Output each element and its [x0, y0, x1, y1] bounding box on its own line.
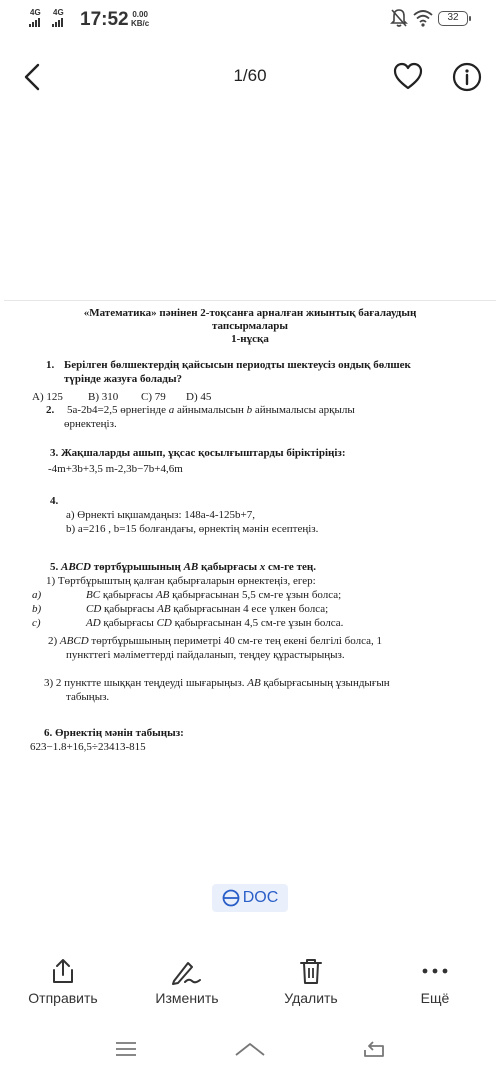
- q5-title-text-1: төртбұрышының: [93, 561, 181, 573]
- q5-item-a-side-2: AB: [155, 589, 170, 601]
- status-bar: [0, 0, 500, 38]
- network-type-1: 4G: [30, 8, 41, 17]
- more-button[interactable]: [385, 956, 485, 1006]
- doc-format-icon: [222, 889, 240, 907]
- q1-option-a: A) 125: [32, 391, 63, 403]
- q6-title: 6. Өрнектің мәнін табыңыз:: [44, 727, 184, 739]
- q4-number: 4.: [50, 495, 59, 507]
- q5-item-b-side-2: AB: [157, 603, 171, 615]
- q5-item-a-side-1: BC: [86, 589, 101, 601]
- q2-number: 2.: [46, 404, 55, 416]
- doc-format-label: DOC: [242, 889, 279, 906]
- q5-title-x: x: [259, 561, 266, 573]
- q2-line-1: [67, 404, 355, 417]
- q4-part-b: b) a=216 , b=15 болғандағы, өрнектің мәнін есептеңіз.: [66, 523, 319, 535]
- q2-var-b: b: [246, 404, 253, 416]
- edit-icon: [170, 957, 204, 985]
- q5-part-2-line-1: [48, 635, 382, 648]
- clock: 17:52: [80, 9, 129, 30]
- q5-part-3-line-2: табыңыз.: [66, 691, 110, 703]
- system-nav-bar: [0, 1026, 500, 1072]
- q5-part-2-text-1: төртбұрышының периметрі 40 см-ге тең екені белгілі болса, 1: [91, 635, 383, 647]
- viewer-header: [0, 50, 500, 102]
- speed-unit: KB/c: [131, 19, 150, 28]
- q5-item-c-text-2: қабырғасынан 4,5 см-ге ұзын болса.: [174, 617, 344, 629]
- q1-option-c: C) 79: [141, 391, 166, 403]
- q5-item-c-side-1: AD: [86, 617, 101, 629]
- q2-expression: 5a-2b4=2,5: [67, 404, 118, 416]
- q1-line-1: Берілген бөлшектердің қайсысын периодты шектеусіз ондық бөлшек: [64, 359, 411, 371]
- share-label: Отправить: [28, 990, 98, 1006]
- delete-button[interactable]: [261, 956, 361, 1006]
- q5-item-a-text-1: қабырғасы: [102, 589, 154, 601]
- q5-item-a-marker: a): [32, 589, 42, 601]
- q6-expression: 623−1.8+16,5÷23413-815: [30, 741, 146, 753]
- doc-title-line-2: тапсырмалары: [211, 320, 289, 332]
- doc-title-line-1: «Математика» пәнінен 2-тоқсанға арналған жиынтық бағалаудың: [83, 307, 417, 319]
- back-nav-icon: [361, 1040, 387, 1058]
- network-speed: [131, 10, 149, 28]
- recent-apps-button[interactable]: [106, 1032, 146, 1066]
- more-icon: [421, 966, 449, 976]
- q5-part-2-number: 2): [48, 635, 58, 647]
- q5-part-2-line-2: пункттегі мәліметтерді пайдаланып, теңдеу құрастырыңыз.: [66, 649, 345, 661]
- q5-item-b-side-1: CD: [86, 603, 102, 615]
- favorite-button[interactable]: [393, 62, 423, 90]
- home-chevron-icon: [233, 1040, 267, 1058]
- edit-button[interactable]: [137, 956, 237, 1006]
- trash-icon: [298, 957, 324, 985]
- q5-item-b-marker: b): [32, 603, 42, 615]
- network-type-2: 4G: [53, 8, 64, 17]
- q1-option-d: D) 45: [186, 391, 212, 403]
- q5-item-a: [86, 589, 341, 602]
- q5-item-c-side-2: CD: [156, 617, 172, 629]
- q3-expression: -4m+3b+3,5 m-2,3b−7b+4,6m: [48, 463, 183, 475]
- q5-title-number: 5.: [50, 561, 59, 573]
- share-button[interactable]: [13, 956, 113, 1006]
- page-counter: 1/60: [233, 66, 267, 85]
- q5-part-1: 1) Төртбұрыштың қалған қабырғаларын өрнектеңіз, егер:: [46, 575, 316, 587]
- q5-part-3-text-1: 3) 2 пунктте шыққан теңдеуді шығарыңыз.: [44, 677, 245, 689]
- info-button[interactable]: [452, 62, 482, 92]
- bell-muted-icon: [390, 8, 408, 28]
- q1-line-2: түрінде жазуға болады?: [64, 373, 183, 385]
- q5-title-text-2: қабырғасы: [201, 561, 258, 573]
- more-label: Ещё: [420, 990, 450, 1006]
- signal-icon-1: [29, 17, 40, 27]
- q1-number: 1.: [46, 359, 55, 371]
- q2-text-3: айнымалысы арқылы: [254, 404, 355, 416]
- q5-item-b: [86, 603, 328, 616]
- edit-label: Изменить: [155, 990, 219, 1006]
- speed-value: 0.00: [132, 10, 148, 19]
- q1-option-b: B) 310: [88, 391, 119, 403]
- q5-item-c-marker: c): [32, 617, 41, 629]
- q2-line-2: өрнектеңіз.: [64, 418, 117, 430]
- signal-icon-2: [52, 17, 63, 27]
- q5-item-c: [86, 617, 343, 630]
- wifi-icon: [412, 8, 434, 28]
- q2-var-a: a: [168, 404, 175, 416]
- q2-text-1: өрнегінде: [120, 404, 166, 416]
- q2-text-2: айнымалысын: [176, 404, 244, 416]
- q4-part-a: a) Өрнекті ықшамдаңыз: 148a-4-125b+7,: [66, 509, 255, 521]
- battery-indicator: 32: [438, 11, 468, 26]
- delete-label: Удалить: [284, 990, 338, 1006]
- doc-format-badge[interactable]: [212, 884, 288, 912]
- q5-part-3-text-2: қабырғасының ұзындығын: [263, 677, 390, 689]
- menu-icon: [114, 1040, 138, 1058]
- q5-part-3-line-1: [44, 677, 390, 690]
- q5-title-ab: AB: [183, 561, 199, 573]
- q5-part-3-ab: AB: [247, 677, 261, 689]
- document-page[interactable]: [4, 300, 496, 770]
- q5-item-b-text-2: қабырғасынан 4 есе үлкен болса;: [173, 603, 329, 615]
- q5-title-text-3: см-ге тең.: [268, 561, 316, 573]
- q5-item-a-text-2: қабырғасынан 5,5 см-ге ұзын болса;: [172, 589, 342, 601]
- q5-item-c-text-1: қабырғасы: [103, 617, 154, 629]
- q3-title: 3. Жақшаларды ашып, ұқсас қосылғыштарды біріктіріңіз:: [50, 447, 346, 459]
- q5-part-2-abcd: ABCD: [59, 635, 89, 647]
- home-button[interactable]: [230, 1032, 270, 1066]
- share-icon: [50, 957, 76, 985]
- q5-title: [50, 561, 316, 574]
- q5-title-abcd: ABCD: [61, 561, 91, 573]
- q5-item-b-text-1: қабырғасы: [104, 603, 155, 615]
- back-nav-button[interactable]: [354, 1032, 394, 1066]
- doc-title-line-3: 1-нұсқа: [231, 333, 269, 345]
